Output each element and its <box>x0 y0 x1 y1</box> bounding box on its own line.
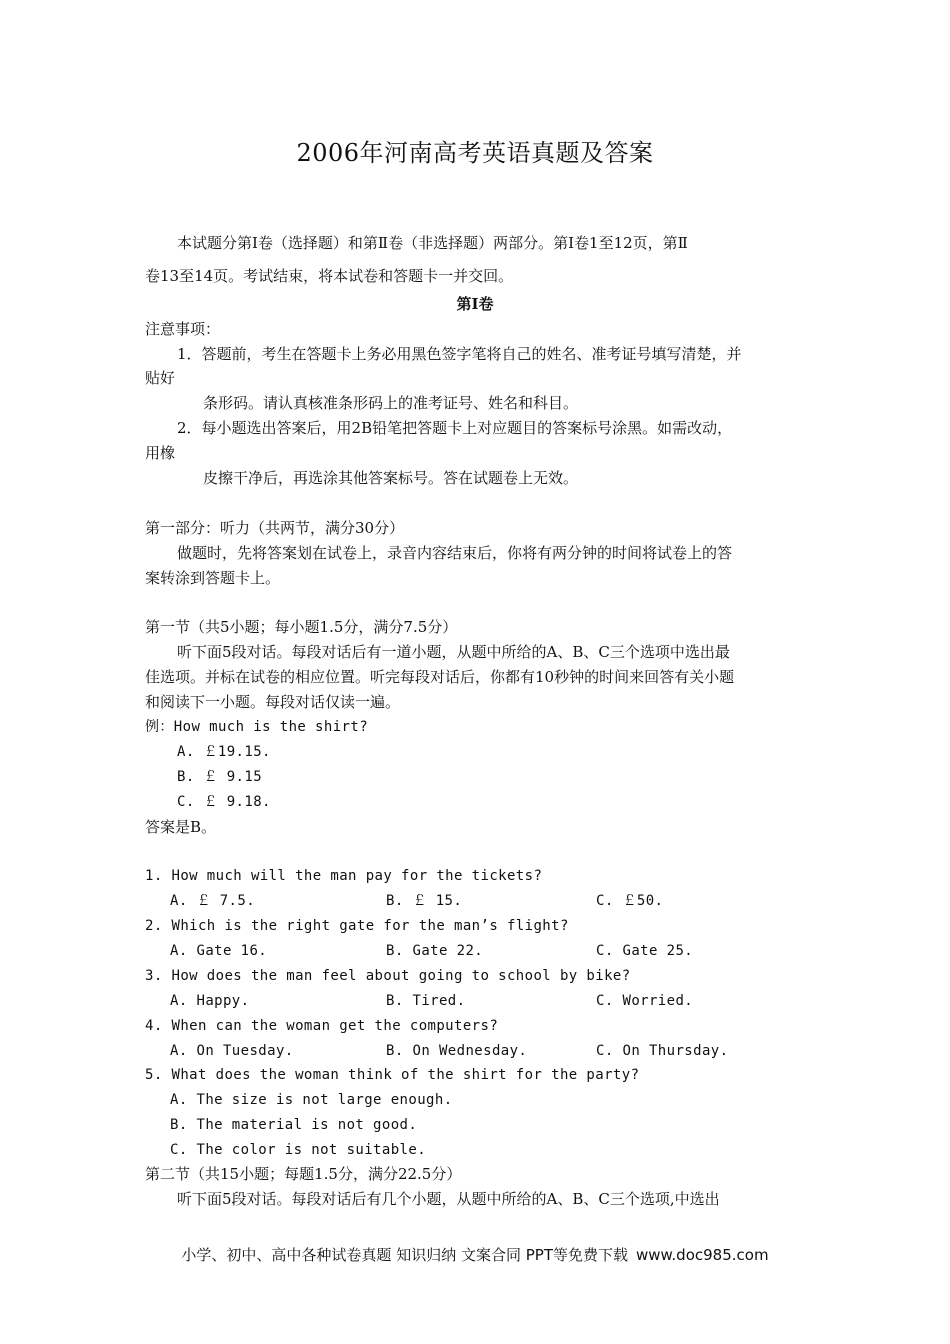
question-5: 5. What does the woman think of the shirt for the party? <box>145 1067 640 1083</box>
question-3-option-c: C. Worried. <box>596 993 694 1009</box>
section1-desc-3: 和阅读下一小题。每段对话仅读一遍。 <box>145 693 401 711</box>
note-1-line-2: 贴好 <box>145 369 176 387</box>
footer-text: 小学、初中、高中各种试卷真题 知识归纳 文案合同 PPT等免费下载 <box>181 1246 628 1264</box>
question-5-option-b: B. The material is not good. <box>170 1117 418 1133</box>
example-option-c: C. ￡ 9.18. <box>177 794 271 810</box>
page-footer <box>0 1244 950 1265</box>
section2-heading: 第二节（共15小题；每题1.5分，满分22.5分） <box>145 1165 462 1183</box>
question-3-option-a: A. Happy. <box>170 993 250 1009</box>
part1-desc-2: 案转涂到答题卡上。 <box>145 569 281 587</box>
note-2-line-1: 2．每小题选出答案后，用2B铅笔把答题卡上对应题目的答案标号涂黑。如需改动， <box>177 419 733 437</box>
example-answer: 答案是B。 <box>145 818 217 836</box>
question-1-option-c: C. ￡50. <box>596 893 664 909</box>
question-3: 3. How does the man feel about going to school by bike? <box>145 968 631 984</box>
note-1-line-3: 条形码。请认真核准条形码上的准考证号、姓名和科目。 <box>203 394 579 412</box>
note-2-line-3: 皮擦干净后，再选涂其他答案标号。答在试题卷上无效。 <box>203 469 579 487</box>
notes-heading: 注意事项： <box>145 320 221 338</box>
example-option-a: A. ￡19.15. <box>177 744 271 760</box>
section1-desc-2: 佳选项。并标在试卷的相应位置。听完每段对话后，你都有10秒钟的时间来回答有关小题 <box>145 668 735 686</box>
question-4-option-b: B. On Wednesday. <box>386 1043 528 1059</box>
question-4: 4. When can the woman get the computers? <box>145 1018 499 1034</box>
footer-url: www.doc985.com <box>635 1246 769 1264</box>
question-5-option-c: C. The color is not suitable. <box>170 1142 427 1158</box>
question-1: 1. How much will the man pay for the tickets? <box>145 868 543 884</box>
example-option-b: B. ￡ 9.15 <box>177 769 263 785</box>
question-2-option-b: B. Gate 22. <box>386 943 484 959</box>
question-3-option-b: B. Tired. <box>386 993 466 1009</box>
question-4-option-a: A. On Tuesday. <box>170 1043 294 1059</box>
example-question: 例：How much is the shirt? <box>145 719 369 735</box>
part1-heading: 第一部分：听力（共两节，满分30分） <box>145 519 405 537</box>
question-2-option-a: A. Gate 16. <box>170 943 268 959</box>
part1-desc-1: 做题时，先将答案划在试卷上，录音内容结束后，你将有两分钟的时间将试卷上的答 <box>177 544 733 562</box>
page-title: 2006年河南高考英语真题及答案 <box>296 139 654 167</box>
question-1-option-a: A. ￡ 7.5. <box>170 893 256 909</box>
question-2-option-c: C. Gate 25. <box>596 943 694 959</box>
section1-heading: 第一节（共5小题；每小题1.5分，满分7.5分） <box>145 618 458 636</box>
section2-desc-1: 听下面5段对话。每段对话后有几个小题，从题中所给的A、B、C三个选项,中选出 <box>177 1190 720 1208</box>
volume-heading: 第Ⅰ卷 <box>456 295 494 313</box>
section1-desc-1: 听下面5段对话。每段对话后有一道小题，从题中所给的A、B、C三个选项中选出最 <box>177 643 730 661</box>
question-5-option-a: A. The size is not large enough. <box>170 1092 453 1108</box>
intro-line-1: 本试题分第Ⅰ卷（选择题）和第Ⅱ卷（非选择题）两部分。第Ⅰ卷1至12页，第Ⅱ <box>177 234 688 252</box>
question-2: 2. Which is the right gate for the man’s flight? <box>145 918 569 934</box>
note-1-line-1: 1．答题前，考生在答题卡上务必用黑色签字笔将自己的姓名、准考证号填写清楚，并 <box>177 345 742 363</box>
question-4-option-c: C. On Thursday. <box>596 1043 729 1059</box>
note-2-line-2: 用橡 <box>145 444 176 462</box>
question-1-option-b: B. ￡ 15. <box>386 893 463 909</box>
intro-line-2: 卷13至14页。考试结束，将本试卷和答题卡一并交回。 <box>145 267 514 285</box>
